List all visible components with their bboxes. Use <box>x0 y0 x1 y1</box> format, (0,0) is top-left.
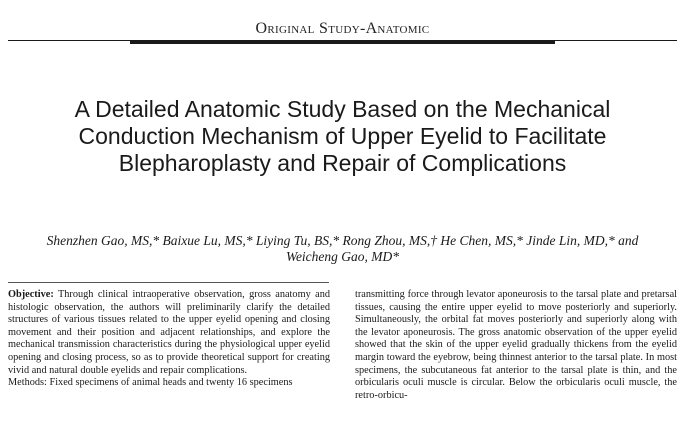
header-rule-bold <box>130 40 555 44</box>
objective-text: Through clinical intraoperative observation, gross anatomy and histologic observation, the authors will preliminarily clarify the detailed structures of various tissues related to the upper eyelid opening and closing movement and their position and adjacent relationships, and explore the mechanical transmission characteristics during the physiological upper eyelid opening and closing process, so as to provide theoretical support for creating vivid and natural double eyelids and repair complications. <box>8 289 330 376</box>
abstract-divider <box>8 282 329 283</box>
article-title: A Detailed Anatomic Study Based on the Mechanical Conduction Mechanism of Upper Eyelid to Facilitate Blepharoplasty and Repair of Complications <box>74 96 611 176</box>
author-list: Shenzhen Gao, MS,* Baixue Lu, MS,* Liying Tu, BS,* Rong Zhou, MS,† He Chen, MS,* Jinde Lin, MD,* and Weicheng Gao, MD* <box>46 233 639 264</box>
results-paragraph: transmitting force through levator aponeurosis to the tarsal plate and pretarsal tissues, causing the entire upper eyelid to move posteriorly and superiorly. Simultaneously, the orbital fat moves posteriorly and superiorly along with the levator aponeurosis. The gross anatomic observation of the upper eyelid showed that the skin of the upper eyelid gradually thickens from the eyelid margin toward the eyebrow, being thinnest anterior to the tarsal plate. In most specimens, the subcutaneous fat anterior to the tarsal plate is thin, and the orbicularis oculi muscle is circular. Below the orbicularis oculi muscle, the retro-orbicu- <box>355 289 677 401</box>
objective-paragraph <box>8 289 330 377</box>
abstract-column-left <box>8 289 330 389</box>
abstract-column-right <box>355 289 677 402</box>
section-label: Original Study-Anatomic <box>255 20 430 37</box>
methods-fragment: Methods: Fixed specimens of animal heads and twenty 16 specimens <box>8 377 293 389</box>
objective-label: Objective: <box>8 289 54 300</box>
